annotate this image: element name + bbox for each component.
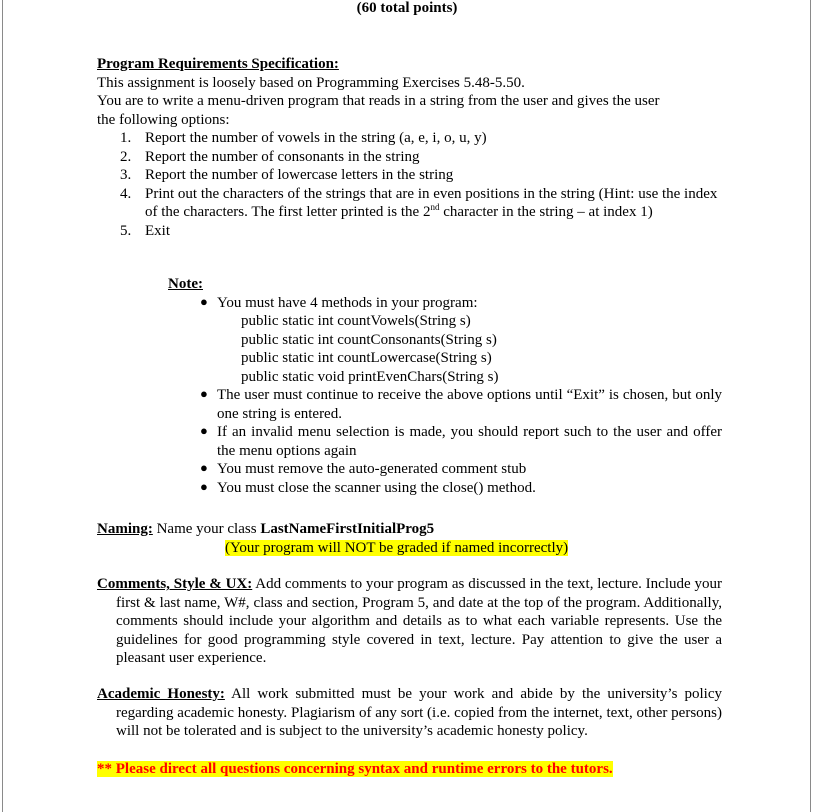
method-signature-text: public static int countLowercase(String s) xyxy=(241,350,492,366)
method-signature-text: public static int countVowels(String s) xyxy=(241,313,471,329)
tutor-note-text: ** Please direct all questions concerning syntax and runtime errors to the tutors. xyxy=(97,761,613,777)
section-heading-program-requirements: Program Requirements Specification: xyxy=(97,56,339,72)
list-number: 4. xyxy=(120,185,132,202)
intro-line: This assignment is loosely based on Programming Exercises 5.48-5.50. xyxy=(97,74,525,91)
method-signature xyxy=(168,312,722,331)
bullet-text: If an invalid menu selection is made, you should report such to the user and offer the menu options again xyxy=(217,424,722,459)
class-name: LastNameFirstInitialProg5 xyxy=(260,521,435,537)
comments-style-label: Comments, Style & UX: xyxy=(97,576,253,592)
academic-honesty-section xyxy=(97,685,722,741)
academic-honesty-text: All work submitted must be your work and abide by the university’s policy regarding academic honesty. Plagiarism of any sort (i.e. copied from the internet, text, other persons) will not be tolerated and is subject to the university’s academic honesty policy. xyxy=(116,686,722,739)
list-number: 5. xyxy=(120,222,132,239)
method-signature-text: public static void printEvenChars(String s) xyxy=(241,368,499,385)
bullet-icon: ● xyxy=(200,478,208,494)
list-item-text: Report the number of consonants in the string xyxy=(145,148,420,165)
intro-line: You are to write a menu-driven program that reads in a string from the user and gives the user xyxy=(97,93,660,109)
page-left-edge xyxy=(2,0,3,812)
bullet-icon: ● xyxy=(200,386,208,401)
tutor-note xyxy=(97,760,722,779)
list-number: 2. xyxy=(120,148,132,165)
list-item-text: Report the number of vowels in the string (a, e, i, o, u, y) xyxy=(145,130,487,146)
note-section xyxy=(168,275,722,497)
bullet-icon: ● xyxy=(200,423,208,438)
academic-honesty-label: Academic Honesty: xyxy=(97,686,225,702)
total-points-heading: (60 total points) xyxy=(356,0,458,16)
intro-line: the following options: xyxy=(97,111,230,128)
comments-style-section xyxy=(97,575,722,668)
menu-options-list xyxy=(97,129,722,240)
list-item xyxy=(168,479,722,498)
list-number: 1. xyxy=(120,130,132,146)
method-signature-text: public static int countConsonants(String s) xyxy=(241,331,497,348)
note-bullet-list xyxy=(168,294,722,498)
list-item-text: Exit xyxy=(145,222,170,239)
list-item-text xyxy=(145,186,717,221)
program-requirements-section xyxy=(97,55,722,240)
bullet-text: You must have 4 methods in your program: xyxy=(217,294,478,311)
naming-text: Name your class xyxy=(152,521,261,537)
page-right-edge xyxy=(810,0,811,812)
naming-warning: (Your program will NOT be graded if named incorrectly) xyxy=(225,539,569,556)
list-item xyxy=(168,294,722,313)
naming-line xyxy=(97,520,722,539)
bullet-icon: ● xyxy=(200,460,208,475)
note-heading: Note: xyxy=(168,276,203,292)
comments-style-text: Add comments to your program as discussed in the text, lecture. Include your first & last name, W#, class and section, Program 5, and date at the top of the program. Additionally, comments should include your algorithm and details as to what each variable represents. Use the guidelines for good programming style covered in text, lecture. Pay attention to give the user a pleasant user experience. xyxy=(116,576,722,666)
list-item xyxy=(168,386,722,423)
naming-label: Naming: xyxy=(97,521,153,537)
method-signature xyxy=(168,331,722,350)
bullet-text: You must close the scanner using the close() method. xyxy=(217,479,536,496)
ordinal-superscript: nd xyxy=(430,202,440,212)
naming-warning-line xyxy=(97,539,722,558)
bullet-text: You must remove the auto-generated comment stub xyxy=(217,461,527,477)
naming-section xyxy=(97,520,722,557)
list-item xyxy=(97,166,722,185)
list-item-text-part: character in the string – at index 1) xyxy=(439,204,653,220)
list-item xyxy=(97,148,722,167)
list-item xyxy=(97,222,722,241)
list-item xyxy=(168,423,722,460)
list-item xyxy=(97,185,722,222)
list-item-text-part: Print out the characters of the strings that are in even positions in the string (Hint: use the index of the characters. The first letter printed is the 2 xyxy=(145,185,718,220)
list-item-text: Report the number of lowercase letters in the string xyxy=(145,167,454,183)
list-number: 3. xyxy=(120,167,132,183)
method-signature xyxy=(168,349,722,368)
list-item xyxy=(97,129,722,148)
list-item xyxy=(168,460,722,479)
bullet-text: The user must continue to receive the above options until “Exit” is chosen, but only one string is entered. xyxy=(217,387,722,422)
method-signature xyxy=(168,368,722,387)
bullet-icon: ● xyxy=(200,293,208,309)
